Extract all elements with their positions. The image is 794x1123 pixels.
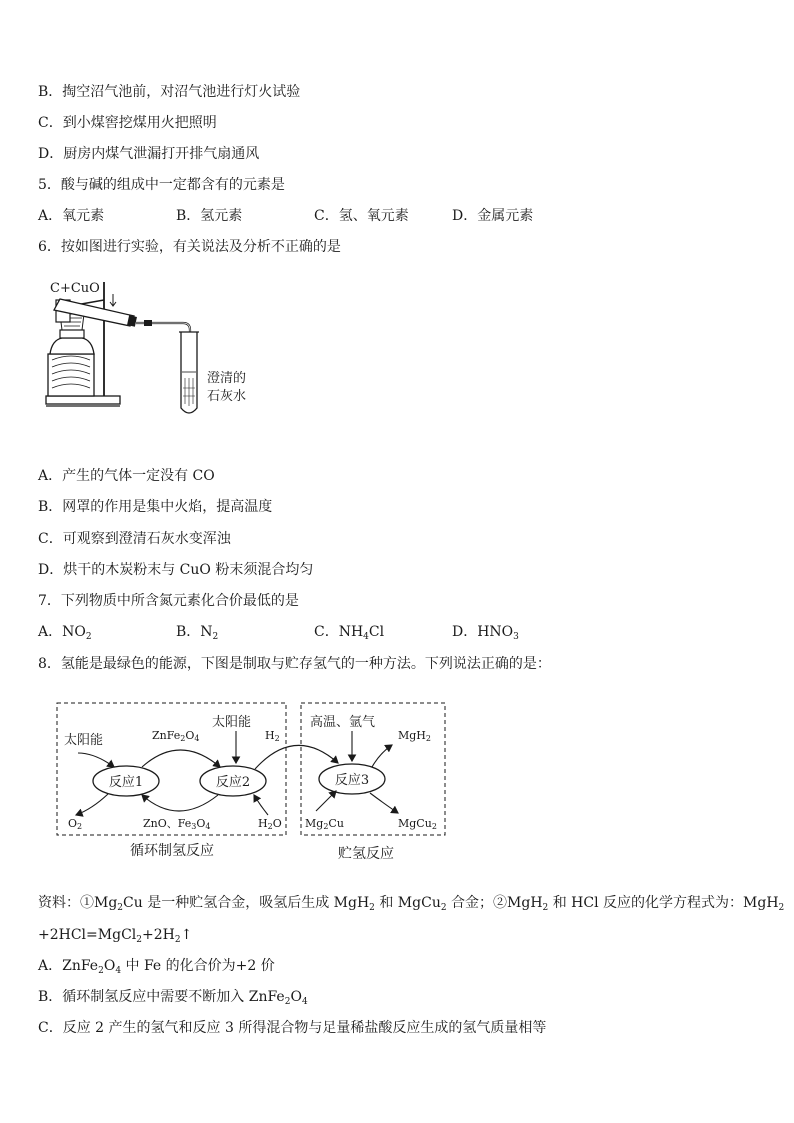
q5-option-d: D．金属元素	[452, 208, 534, 224]
q8-option-c: C．反应 2 产生的氢气和反应 3 所得混合物与足量稀盐酸反应生成的氢气质量相等	[38, 1020, 547, 1036]
q6-option-d: D．烘干的木炭粉末与 CuO 粉末须混合均匀	[38, 562, 314, 578]
high-temp-argon: 高温、氩气	[310, 715, 376, 730]
q7-option-b: B．$N_2$	[176, 624, 219, 642]
zno-fe3o4-label: ZnO、Fe3O4	[143, 817, 211, 831]
reaction-1-label: 反应1	[108, 775, 144, 790]
h2o-label: H2O	[258, 817, 282, 831]
znfe2o4-label: ZnFe2O4	[152, 729, 200, 743]
question-5: 5．酸与碱的组成中一定都含有的元素是	[38, 177, 285, 193]
option-b-biogas: B．掏空沼气池前，对沼气池进行灯火试验	[38, 84, 301, 100]
solar-energy-1: 太阳能	[64, 733, 104, 748]
stand-base	[46, 396, 120, 404]
q8-option-a: A．$ZnFe_2O_4$ 中 Fe 的化合价为+2 价	[38, 958, 275, 976]
mgh2-label: MgH2	[398, 729, 431, 743]
reaction-3-label: 反应3	[334, 773, 370, 788]
question-7: 7．下列物质中所含氮元素化合价最低的是	[38, 593, 299, 609]
q7-option-a: A．$NO_2$	[38, 624, 92, 642]
q5-option-c: C．氢、氧元素	[314, 208, 409, 224]
mg2cu-label: Mg2Cu	[305, 817, 344, 831]
material-line-1: 资料：$①Mg_2Cu$ 是一种贮氢合金，吸氢后生成 MgH$_2$ 和 MgCu$_2$ 合金；②MgH$_2$ 和 HCl 反应的化学方程式为：MgH$_2$	[38, 895, 785, 913]
wood-block	[48, 354, 94, 396]
q6-option-c: C．可观察到澄清石灰水变浑浊	[38, 531, 231, 547]
material-line-2: $+2HCl=MgCl_2+2H_2↑$	[38, 927, 193, 945]
h2-label: H2	[265, 729, 280, 743]
q7-option-c: C．$NH_4Cl$	[314, 624, 385, 642]
question-6: 6．按如图进行实验，有关说法及分析不正确的是	[38, 239, 341, 255]
solar-energy-2: 太阳能	[212, 715, 252, 730]
limewater-label-2: 石灰水	[207, 389, 247, 404]
q8-option-b: B．循环制氢反应中需要不断加入 $ZnFe_2O_4$	[38, 989, 308, 1007]
hydrogen-cycle-diagram	[50, 697, 450, 867]
q6-option-b: B．网罩的作用是集中火焰，提高温度	[38, 499, 273, 515]
option-c-coal-mine: C．到小煤窖挖煤用火把照明	[38, 115, 217, 131]
q6-option-a: A．产生的气体一定没有 CO	[38, 468, 215, 484]
option-d-gas-leak: D．厨房内煤气泄漏打开排气扇通风	[38, 146, 260, 162]
apparatus-figure	[38, 272, 268, 422]
storage-caption: 贮氢反应	[338, 846, 394, 862]
question-8: 8．氢能是最绿色的能源，下图是制取与贮存氢气的一种方法。下列说法正确的是：	[38, 656, 551, 672]
q5-option-a: A．氧元素	[38, 208, 105, 224]
reaction-2-label: 反应2	[215, 775, 251, 790]
q5-option-b: B．氢元素	[176, 208, 243, 224]
limewater-tube	[179, 332, 199, 413]
q7-option-d: D．$HNO_3$	[452, 624, 519, 642]
mgcu2-label: MgCu2	[398, 817, 437, 831]
o2-label: O2	[68, 817, 83, 831]
reagent-label: C+CuO	[50, 281, 100, 296]
cycle-caption: 循环制氢反应	[130, 843, 214, 859]
limewater-label-1: 澄清的	[207, 371, 247, 386]
